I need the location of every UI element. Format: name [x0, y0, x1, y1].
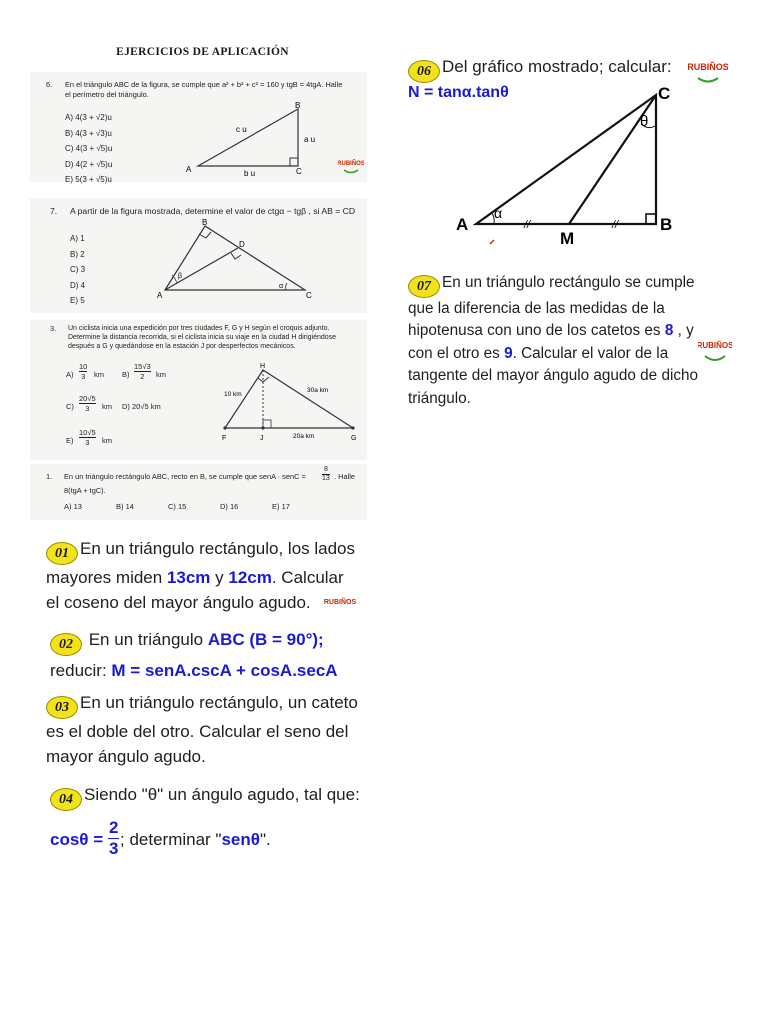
problem-text: triángulo.	[408, 389, 471, 407]
problem-number-badge: 02	[50, 633, 82, 656]
problem-04-equation	[50, 818, 380, 868]
exercise-number: 1.	[46, 472, 53, 481]
option-d: D) 16	[220, 502, 239, 511]
triangle-figure-7	[155, 218, 320, 303]
problem-text: . Calcular	[271, 568, 344, 587]
option-c: C) 3	[70, 265, 86, 275]
distance-30a-label: 30a km	[307, 387, 329, 394]
problem-text: es el doble del otro. Calcular el seno del	[46, 722, 349, 741]
exercise-1-small-block	[30, 464, 367, 520]
problem-text: ; determinar "	[120, 830, 222, 849]
problem-number-badge: 04	[50, 788, 82, 811]
option-d: D) 20√5 km	[122, 402, 161, 411]
vertex-b-label: B	[660, 215, 673, 234]
option-c: C) 4(3 + √5)u	[65, 144, 113, 154]
exercise-statement-cont: el perímetro del triángulo.	[65, 90, 149, 99]
problem-text: En un triángulo rectángulo se cumple	[442, 274, 695, 291]
option-c: C) 15	[168, 502, 187, 511]
city-g-label: G	[351, 435, 357, 442]
angle-theta-label: θ	[640, 113, 649, 130]
exercise-3-block	[30, 320, 367, 460]
fraction-denominator: 3	[109, 839, 119, 858]
option-e: E) 5	[70, 296, 85, 306]
angle-beta-label: β	[178, 273, 183, 280]
exercise-statement-line2: 8(tgA + tgC).	[64, 486, 106, 495]
problem-text: que la diferencia de las medidas de la	[408, 300, 665, 317]
fraction-numerator: 15√3	[134, 362, 151, 371]
distance-20a-label: 20a km	[293, 433, 315, 440]
problem-text: hipotenusa con uno de los catetos es	[408, 322, 665, 340]
option-b-fraction	[134, 362, 151, 381]
problem-number-badge: 07	[408, 275, 440, 298]
option-e: E) 17	[272, 502, 290, 511]
problem-04	[50, 782, 380, 811]
option-d: D) 4(2 + √5)u	[65, 159, 113, 169]
option-b: B) 2	[70, 249, 85, 259]
problem-text: En un triángulo	[84, 630, 208, 649]
fraction-numerator: 10	[79, 362, 88, 371]
option-a: A) 1	[70, 234, 85, 243]
exercise-6-block	[30, 72, 367, 185]
vertex-a-label: A	[456, 215, 469, 234]
angle-alpha-label: α	[494, 205, 503, 221]
option-b-label: B)	[122, 370, 130, 379]
point-m-label: M	[560, 229, 575, 248]
problem-text: ".	[259, 830, 271, 849]
fraction-denominator: 3	[85, 404, 90, 413]
exercise-statement: Un ciclista inicia una expedición por tres ciudades F, G y H según el croquis adjunto.	[68, 325, 330, 332]
problem-text: . Calcular el valor de la	[512, 344, 669, 362]
angle-alpha-label: α	[279, 283, 284, 290]
logo-text: RUBIÑOS	[338, 161, 364, 167]
vertex-c-label: C	[296, 167, 302, 176]
problem-number-badge: 06	[408, 60, 440, 83]
statement-fraction	[322, 466, 330, 483]
problem-text: En un triángulo rectángulo, los lados	[80, 539, 356, 558]
problem-text: mayor ángulo agudo.	[46, 747, 206, 766]
problem-text: reducir:	[50, 661, 112, 680]
value-13cm: 13cm	[166, 568, 211, 587]
option-a: A) 4(3 + √2)u	[65, 113, 112, 122]
option-b: B) 14	[116, 502, 134, 511]
side-c-label: c u	[236, 125, 247, 134]
rubinos-logo	[688, 54, 728, 88]
fraction-denominator: 3	[85, 438, 90, 447]
option-a-fraction	[79, 362, 87, 381]
exercise-7-block	[30, 198, 367, 313]
fraction-numerator: 20√5	[79, 394, 96, 403]
option-a: A) 13	[64, 502, 82, 511]
fraction-numerator: 10√5	[79, 428, 96, 437]
option-c-unit: km	[102, 402, 112, 411]
vertex-a-label: A	[186, 165, 192, 174]
sen-theta-label: senθ	[221, 830, 260, 849]
fraction-denominator: 3	[81, 372, 86, 381]
triangle-condition: ABC (B = 90°);	[207, 630, 324, 649]
option-a-unit: km	[94, 370, 104, 379]
options-group	[66, 362, 226, 456]
exercise-statement-cont: . Halle	[334, 472, 355, 481]
exercise-statement: En un triángulo rectángulo ABC, recto en B, se cumple que senA · senC =	[64, 472, 306, 481]
option-b: B) 4(3 + √3)u	[65, 128, 112, 138]
rubinos-logo	[698, 334, 732, 368]
problem-03	[46, 690, 376, 769]
exercise-number: 3.	[50, 324, 57, 333]
option-b-unit: km	[156, 370, 166, 379]
expression-m: M = senA.cscA + cosA.secA	[111, 661, 338, 680]
option-c-fraction	[79, 394, 96, 413]
rubinos-logo	[338, 154, 364, 176]
triangle-figure-06	[450, 84, 710, 248]
cyclist-route-figure	[215, 360, 367, 458]
cos-theta-label: cosθ =	[50, 830, 104, 849]
vertex-d-label: D	[239, 240, 245, 249]
option-e-label: E)	[66, 436, 74, 445]
problem-text: con el otro es	[408, 344, 505, 362]
value-8: 8	[664, 322, 674, 340]
city-h-label: H	[260, 363, 266, 370]
fraction-numerator: 2	[109, 818, 119, 837]
problem-text: Siendo "θ" un ángulo agudo, tal que:	[84, 785, 360, 804]
logo-text: RUBIÑOS	[688, 62, 728, 72]
option-e: E) 5(3 + √5)u	[65, 175, 112, 185]
vertex-a-label: A	[157, 291, 163, 300]
equal-tick-mb: //	[612, 219, 619, 231]
station-j-label: J	[260, 435, 264, 442]
fraction-denominator: 2	[140, 372, 145, 381]
logo-text: RUBIÑOS	[698, 341, 732, 350]
equal-tick-am: //	[524, 219, 531, 231]
value-9: 9	[504, 344, 513, 362]
problem-07	[408, 272, 718, 410]
formula-n: N = tanα.tanθ	[408, 84, 509, 101]
fraction-numerator: 8	[323, 466, 328, 473]
exercise-number: 7.	[50, 206, 58, 216]
vertex-b-label: B	[202, 218, 208, 227]
side-a-label: a u	[304, 135, 316, 144]
exercise-statement-cont: después a G y quedándose en la estación J por desperfectos mecánicos.	[68, 343, 296, 350]
side-b-label: b u	[244, 169, 256, 178]
fraction-denominator: 13	[322, 475, 330, 482]
problem-text: Del gráfico mostrado; calcular:	[442, 57, 672, 76]
rubinos-logo	[322, 592, 358, 608]
exercise-number: 6.	[46, 80, 53, 89]
logo-text: RUBIÑOS	[323, 599, 357, 606]
problem-number-badge: 03	[46, 696, 78, 719]
problem-number-badge: 01	[46, 542, 78, 565]
option-e-fraction	[79, 428, 96, 447]
fraction-two-thirds	[108, 818, 119, 859]
exercise-statement: A partir de la figura mostrada, determine el valor de ctgα − tgβ , si AB = CD	[70, 206, 356, 216]
distance-10km-label: 10 km	[224, 391, 242, 398]
problem-text: , y	[673, 322, 694, 340]
problem-text: y	[210, 568, 229, 587]
vertex-b-label: B	[295, 101, 301, 110]
option-d: D) 4	[70, 280, 86, 290]
problem-text: En un triángulo rectángulo, un cateto	[80, 693, 358, 712]
problem-text: tangente del mayor ángulo agudo de dicho	[408, 367, 699, 385]
vertex-c-label: C	[658, 84, 671, 103]
page-title: EJERCICIOS DE APLICACIÓN	[116, 46, 289, 58]
vertex-c-label: C	[306, 291, 312, 300]
exercise-statement-cont: Determine la distancia recorrida, si el ciclista inicia su viaje en la ciudad H dirigiéndose	[68, 334, 337, 341]
exercise-statement: En el triángulo ABC de la figura, se cumple que a² + b² + c² = 160 y tgB = 4tgA. Halle	[65, 80, 343, 89]
value-12cm: 12cm	[228, 568, 272, 587]
problem-text: mayores miden	[46, 568, 167, 587]
city-f-label: F	[222, 435, 227, 442]
option-c-label: C)	[66, 402, 74, 411]
triangle-figure-6	[180, 100, 355, 180]
option-a-label: A)	[66, 370, 74, 379]
option-e-unit: km	[102, 436, 112, 445]
problem-02	[50, 625, 380, 686]
problem-text: el coseno del mayor ángulo agudo.	[46, 593, 311, 612]
